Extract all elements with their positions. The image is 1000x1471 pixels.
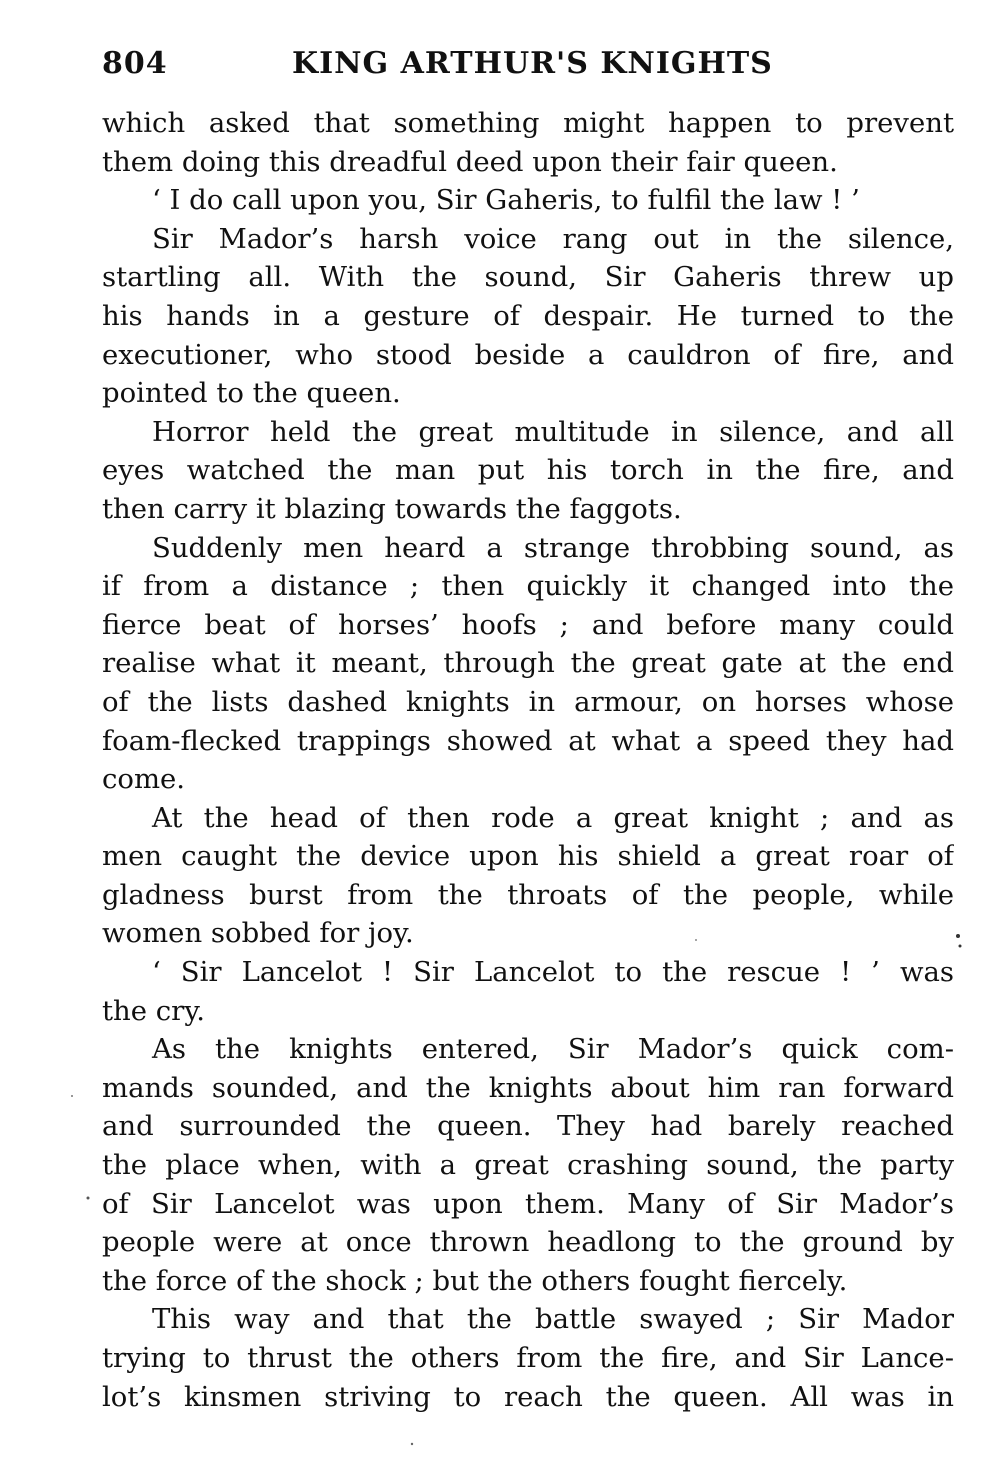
text-line: lot’s kinsmen striving to reach the queen. All was in	[102, 1380, 954, 1413]
text-line: the place when, with a great crashing sound, the party	[102, 1149, 954, 1182]
text-line: fierce beat of horses’ hoofs ; and before many could	[102, 608, 954, 641]
text-line: the force of the shock ; but the others fought fiercely.	[102, 1264, 848, 1297]
running-title: KING ARTHUR'S KNIGHTS	[292, 46, 773, 81]
text-line: trying to thrust the others from the fire, and Sir Lance-	[102, 1342, 954, 1374]
text-line: if from a distance ; then quickly it changed into the	[102, 570, 954, 603]
text-line: women sobbed for joy.	[102, 917, 414, 950]
text-line: gladness burst from the throats of the people, while	[102, 878, 954, 911]
text-line: Sir Mador’s harsh voice rang out in the silence,	[152, 222, 954, 255]
text-line: and surrounded the queen. They had barely reached	[102, 1110, 954, 1143]
body-text	[102, 104, 954, 1416]
text-line: which asked that something might happen to prevent	[102, 107, 954, 139]
scan-speck	[71, 1095, 73, 1097]
text-line: of the lists dashed knights in armour, on horses whose	[102, 685, 954, 718]
text-line: startling all. With the sound, Sir Gaheris threw up	[102, 261, 954, 294]
text-line: executioner, who stood beside a cauldron of fire, and	[102, 338, 954, 371]
text-line: the cry.	[102, 994, 205, 1027]
text-line: his hands in a gesture of despair. He turned to the	[102, 299, 954, 332]
text-line: realise what it meant, through the great gate at the end	[102, 647, 954, 680]
scan-speck	[959, 945, 962, 948]
text-line: Horror held the great multitude in silence, and all	[152, 415, 954, 448]
scan-speck	[956, 934, 960, 938]
text-line: foam-flecked trappings showed at what a speed they had	[102, 724, 954, 757]
text-line: Suddenly men heard a strange throbbing sound, as	[152, 531, 954, 564]
page-header	[102, 46, 962, 90]
page-number: 804	[102, 46, 168, 81]
scan-speck	[411, 1443, 413, 1445]
text-line: come.	[102, 763, 186, 796]
text-line: At the head of then rode a great knight ; and as	[152, 801, 954, 834]
scan-speck	[87, 1197, 90, 1200]
text-line: then carry it blazing towards the faggots.	[102, 492, 682, 525]
text-line: men caught the device upon his shield a great roar of	[102, 840, 954, 873]
text-line: people were at once thrown headlong to the ground by	[102, 1226, 954, 1259]
text-line: pointed to the queen.	[102, 377, 401, 410]
text-line: them doing this dreadful deed upon their fair queen.	[102, 145, 838, 178]
text-line: ‘ I do call upon you, Sir Gaheris, to fulfil the law ! ’	[152, 184, 860, 217]
text-line: eyes watched the man put his torch in the fire, and	[102, 454, 954, 487]
text-line: ‘ Sir Lancelot ! Sir Lancelot to the rescue ! ’ was	[152, 956, 954, 989]
text-line: of Sir Lancelot was upon them. Many of Sir Mador’s	[102, 1187, 954, 1220]
text-line: As the knights entered, Sir Mador’s quick com-	[152, 1033, 954, 1066]
text-line: This way and that the battle swayed ; Sir Mador	[152, 1303, 954, 1336]
text-line: mands sounded, and the knights about him ran forward	[102, 1071, 954, 1104]
